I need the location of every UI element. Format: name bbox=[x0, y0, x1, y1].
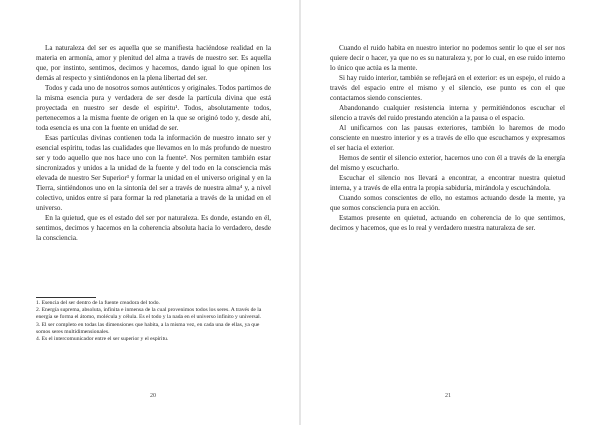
page-number: 20 bbox=[150, 393, 156, 399]
footnote: 3. El ser completo en todas las dimensiones que habita, a la misma vez, en cada una de ellas, ya que somos seres multidimensionales. bbox=[36, 321, 260, 335]
paragraph: Esas partículas divinas contienen toda la información de nuestro innato ser y esencial espíritu, todas las cualidades que llevamos en lo más profundo de nuestro ser y todo aquello que nos hace uno con la fuente². Nos permiten también estar sincronizados y unidos a la unidad de la fuente y del todo en la consciencia más elevada de nuestro Ser Superior³ y formar la unidad en el universo original y en la Tierra, sintiéndonos uno en la sintonía del ser a través de nuestra alma⁴ y, a nivel colectivo, unidos entre sí para formar la red planetaria a través de la unidad en el universo. bbox=[36, 134, 271, 212]
left-page-body bbox=[36, 43, 271, 243]
paragraph: Abandonando cualquier resistencia interna y permitiéndonos escuchar el silencio a través del ruido prestando atención a la pausa o el espacio. bbox=[330, 104, 565, 122]
paragraph: Cuando el ruido habita en nuestro interior no podemos sentir lo que el ser nos quiere decir o hacer, ya que no es su naturaleza y, por lo cual, en ese ruido interno lo único que actúa es la mente. bbox=[330, 44, 565, 72]
paragraph: Al unificarnos con las pausas exteriores, también lo haremos de modo consciente en nuestro interior y es a través de ello que escuchamos y expresamos el ser hacia el exterior. bbox=[330, 124, 565, 152]
paragraph: En la quietud, que es el estado del ser por naturaleza. Es donde, estando en él, sentimos, decimos y hacemos en la coherencia absoluta hacia lo verdadero, desde la consciencia. bbox=[36, 214, 271, 242]
paragraph: Hemos de sentir el silencio exterior, hacernos uno con él a través de la energía del mismo y escucharlo. bbox=[330, 154, 565, 172]
paragraph: Cuando somos conscientes de ello, no estamos actuando desde la mente, ya que somos consciencia pura en acción. bbox=[330, 194, 565, 212]
footnote: 4. Es el intercomunicador entre el ser superior y el espíritu. bbox=[36, 336, 169, 343]
footnotes bbox=[36, 300, 271, 343]
page-number: 21 bbox=[445, 393, 451, 399]
footnote: 1. Esencia del ser dentro de la fuente creadora del todo. bbox=[36, 300, 160, 306]
paragraph: Si hay ruido interior, también se reflejará en el exterior: es un espejo, el ruido a través del espacio entre el mismo y el silencio, ese punto es con el que contactamos siendo conscientes. bbox=[330, 74, 565, 102]
right-page bbox=[301, 0, 600, 425]
right-page-body bbox=[330, 43, 565, 233]
paragraph: Todos y cada uno de nosotros somos auténticos y originales. Todos partimos de la misma esencia pura y verdadera de ser desde la partícula divina que está proyectada en nuestro ser desde el espíritu¹. Todos, absolutamente todos, pertenecemos a la misma fuente de origen en la que se originó todo y, desde ahí, toda esencia es una con la fuente en unidad de ser. bbox=[36, 84, 271, 132]
left-page bbox=[0, 0, 299, 425]
paragraph: Estamos presente en quietud, actuando en coherencia de lo que sentimos, decimos y hacemos, que es lo real y verdadero nuestra naturaleza de ser. bbox=[330, 214, 565, 232]
footnote-divider bbox=[36, 297, 96, 298]
paragraph: Escuchar el silencio nos llevará a encontrar, a encontrar nuestra quietud interna, y a través de ella entra la propia sabiduría, mirándola y escuchándola. bbox=[330, 174, 565, 192]
footnote: 2. Energía suprema, absoluta, infinita e inmensa de la cual provenimos todos los seres. A través de la energía se forma el átomo, molécula y célula. Es el todo y la nada en el universo infinito y universal. bbox=[36, 307, 262, 321]
paragraph: La naturaleza del ser es aquella que se manifiesta haciéndose realidad en la materia en armonía, amor y plenitud del alma a través de nuestro ser. Es aquella que, por instinto, sentimos, decimos y hacemos, dando igual lo que opinen los demás al respecto y sintiéndonos en la plena libertad del ser. bbox=[36, 44, 271, 82]
